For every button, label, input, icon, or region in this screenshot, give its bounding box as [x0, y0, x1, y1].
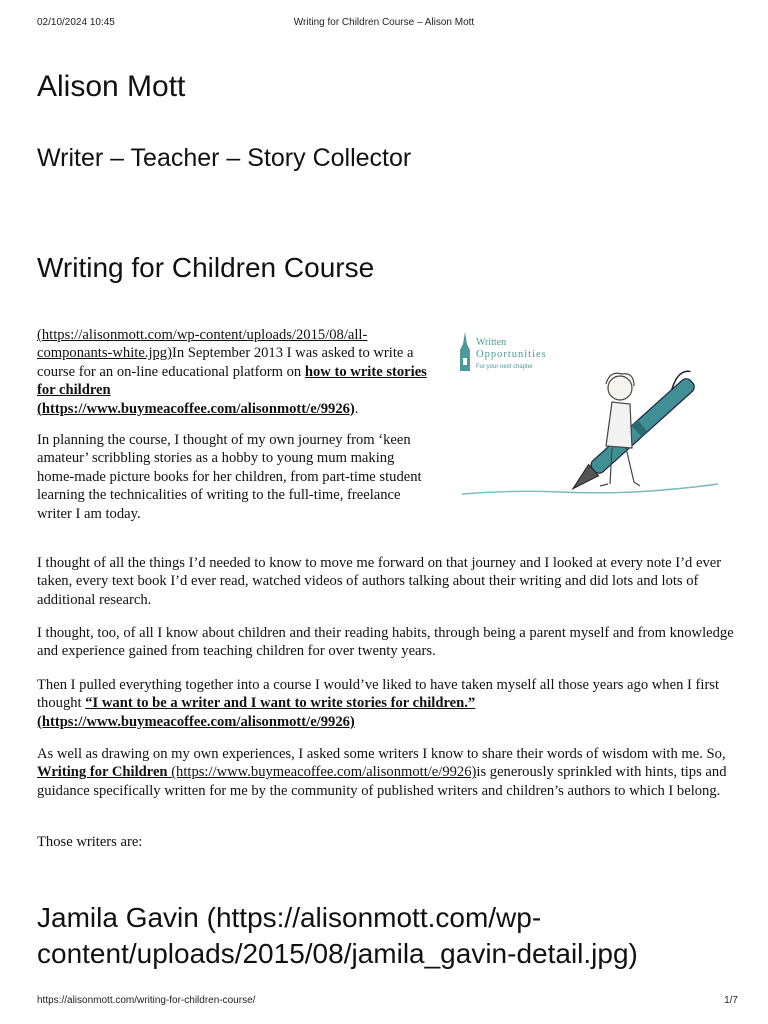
site-tagline: Writer – Teacher – Story Collector	[37, 144, 412, 172]
page-number: 1/7	[724, 995, 738, 1006]
print-page-title: Writing for Children Course – Alison Mott	[293, 17, 475, 28]
intro-paragraph: (https://alisonmott.com/wp-content/uploads/2015/08/all-componants-white.jpg)In September 2013 I was asked to write a course for an on-line educational platform on how to write stories for children (https://www.buymeacoffee.com/alisonmott/e/9926).	[37, 327, 427, 417]
quote-url-link[interactable]: (https://www.buymeacoffee.com/alisonmott/e/9926)	[37, 713, 355, 730]
svg-text:Opportunities: Opportunities	[476, 349, 547, 360]
quote-link[interactable]: “I want to be a writer and I want to write stories for children.”	[85, 695, 476, 712]
paragraph-research: I thought of all the things I’d needed to know to move me forward on that journey and I looked at every note I’d ever taken, every text book I’d ever read, watched videos of authors talking about their writing and did lots and lots of additional research.	[37, 555, 722, 608]
course-illustration[interactable]	[450, 324, 740, 504]
site-title[interactable]: Alison Mott	[37, 70, 186, 103]
pen-child-illustration	[450, 324, 740, 504]
paragraph-those-writers: Those writers are:	[37, 834, 143, 850]
course-link[interactable]: how to write stories for children	[37, 363, 427, 399]
intro-text: In September 2013 I was asked to write a course for an on-line educational platform on	[37, 345, 414, 380]
paragraph-children: I thought, too, of all I know about children and their reading habits, through being a parent myself and from knowledge and experience gained from teaching children for over twenty years.	[37, 625, 734, 660]
print-datetime: 02/10/2024 10:45	[37, 17, 115, 28]
course-url-link[interactable]: (https://www.buymeacoffee.com/alisonmott/e/9926)	[37, 400, 355, 417]
writing-for-children-url[interactable]: (https://www.buymeacoffee.com/alisonmott/e/9926)	[167, 764, 477, 781]
image-link[interactable]: (https://alisonmott.com/wp-content/uploads/2015/08/all-componants-white.jpg)	[37, 327, 368, 362]
svg-text:Written: Written	[476, 337, 507, 348]
section-heading-jamila-gavin: Jamila Gavin (https://alisonmott.com/wp-content/uploads/2015/08/jamila_gavin-detail.jpg)	[37, 902, 638, 969]
paragraph-writers: As well as drawing on my own experiences, I asked some writers I know to share their words of wisdom with me. So, Writing for Children (https://www.buymeacoffee.com/alisonmott/e/9926)is generously sprinkled with hints, tips and guidance specifically written for me by the community of published writers and children’s authors to which I belong.	[37, 746, 727, 799]
print-url: https://alisonmott.com/writing-for-children-course/	[37, 995, 256, 1006]
svg-text:For your next chapter: For your next chapter	[476, 364, 534, 370]
paragraph-journey: In planning the course, I thought of my own journey from ‘keen amateur’ scribbling stories as a hobby to young mum making home-made picture books for her children, from part-time student learning the technicalities of writing to the full-time, freelance writer I am today.	[37, 432, 422, 522]
writing-for-children-link[interactable]: Writing for Children	[37, 764, 168, 781]
post-title: Writing for Children Course	[37, 252, 375, 283]
paragraph-course: Then I pulled everything together into a course I would’ve liked to have taken myself all those years ago when I first thought “I want to be a writer and I want to write stories for children.” (https://www.buymeacoffee.com/alisonmott/e/9926)	[37, 677, 720, 730]
written-opportunities-logo	[460, 332, 547, 371]
